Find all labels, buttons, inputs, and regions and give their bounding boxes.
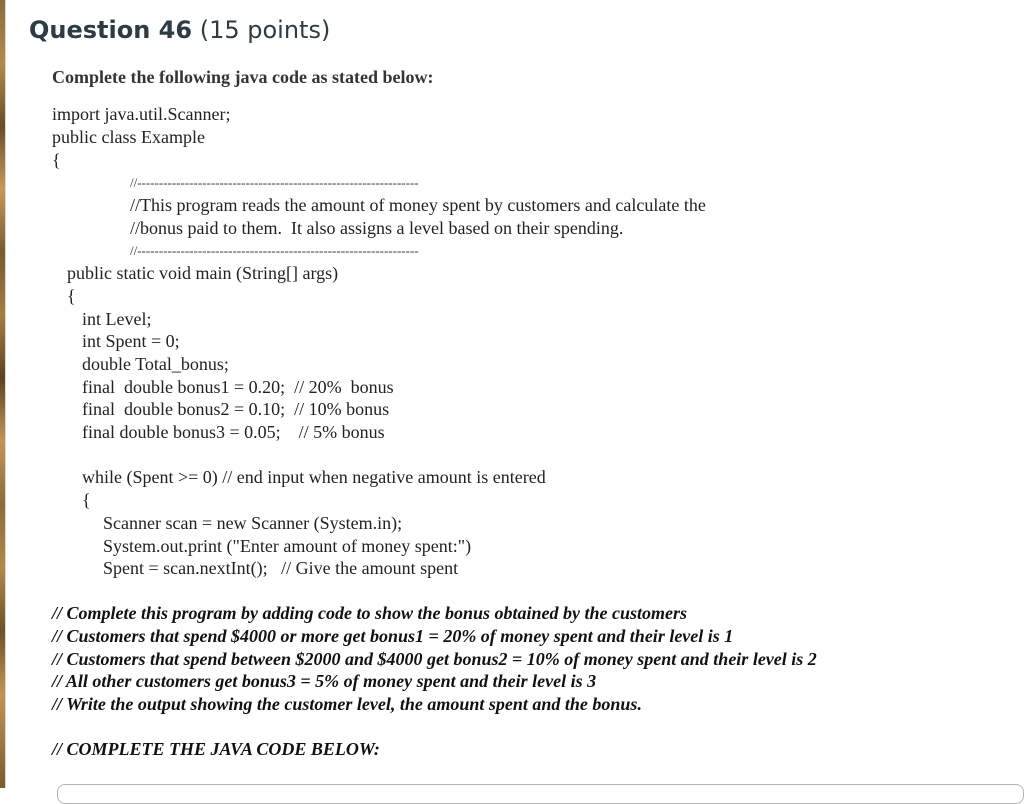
task-line: // All other customers get bonus3 = 5% of money spent and their level is 3 <box>52 671 597 691</box>
answer-textbox[interactable] <box>57 784 1024 804</box>
code-line: System.out.print ("Enter amount of money spent:") <box>103 536 472 556</box>
code-line: final double bonus2 = 0.10; // 10% bonus <box>82 399 390 419</box>
question-number: Question 46 <box>29 16 193 44</box>
code-line: while (Spent >= 0) // end input when negative amount is entered <box>82 467 546 487</box>
code-comment-divider: //----------------------------------------------------------------- <box>130 175 419 190</box>
code-line: public static void main (String[] args) <box>67 263 339 283</box>
task-line: // Complete this program by adding code to show the bonus obtained by the customers <box>52 603 688 623</box>
code-line: Spent = scan.nextInt(); // Give the amount spent <box>103 558 459 578</box>
question-title <box>29 16 330 44</box>
background-edge-strip <box>0 0 6 788</box>
task-line: // COMPLETE THE JAVA CODE BELOW: <box>52 739 380 759</box>
code-line: double Total_bonus; <box>82 354 229 374</box>
code-line: import java.util.Scanner; <box>52 104 231 124</box>
code-comment-divider: //----------------------------------------------------------------- <box>130 243 419 258</box>
code-line: Scanner scan = new Scanner (System.in); <box>103 513 403 533</box>
code-line: final double bonus3 = 0.05; // 5% bonus <box>82 422 385 442</box>
task-line: // Customers that spend $4000 or more get bonus1 = 20% of money spent and their level is 1 <box>52 626 734 646</box>
code-line: { <box>82 490 91 510</box>
code-line: int Level; <box>82 309 152 329</box>
code-line: public class Example <box>52 127 205 147</box>
instruction-heading: Complete the following java code as stated below: <box>52 67 434 87</box>
code-line: { <box>67 286 76 306</box>
code-comment-line: //bonus paid to them. It also assigns a level based on their spending. <box>130 218 624 238</box>
code-comment-line: //This program reads the amount of money spent by customers and calculate the <box>130 195 706 215</box>
task-line: // Customers that spend between $2000 and $4000 get bonus2 = 10% of money spent and their level is 2 <box>52 649 817 669</box>
code-line: final double bonus1 = 0.20; // 20% bonus <box>82 377 394 397</box>
code-line: { <box>52 150 61 170</box>
task-line: // Write the output showing the customer level, the amount spent and the bonus. <box>52 694 642 714</box>
question-points: (15 points) <box>199 16 331 44</box>
code-line: int Spent = 0; <box>82 331 180 351</box>
